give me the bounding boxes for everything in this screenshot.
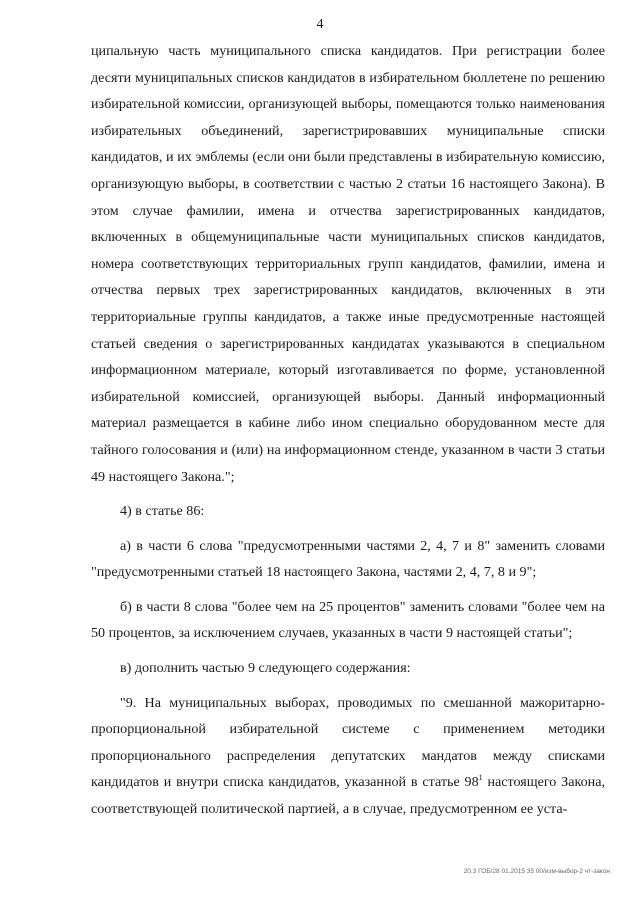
paragraph-part-9 (91, 690, 605, 823)
paragraph-continuation: ципальную часть муниципального списка кандидатов. При регистрации более десяти муниципальных списков кандидатов в избирательном бюллетене по решению избирательной комиссии, организующей выборы, помещаются только наименования избирательных объединений, зарегистрировавших муниципальные списки кандидатов, и их эмблемы (если они были представлены в избирательную комиссию, организующую выборы, в соответствии с частью 2 статьи 16 настоящего Закона). В этом случае фамилии, имена и отчества зарегистрированных кандидатов, включенных в общемуниципальные части муниципальных списков кандидатов, номера соответствующих территориальных групп кандидатов, фамилии, имена и отчества первых трех зарегистрированных кандидатов, включенных в эти территориальные группы кандидатов, а также иные предусмотренные настоящей статьей сведения о зарегистрированных кандидатах указываются в специальном информационном материале, который изготавливается по форме, установленной избирательной комиссией, организующей выборы. Данный информационный материал размещается в кабине либо ином специально оборудованном месте для тайного голосования и (или) на информационном стенде, указанном в части 3 статьи 49 настоящего Закона."; (91, 43, 605, 485)
paragraph-item-4: 4) в статье 86: (120, 503, 205, 520)
page-number: 4 (316, 17, 324, 32)
part-9-text-after: настоящего Закона, соответствующей политической партией, а в случае, предусмотренном ее уста- (91, 774, 605, 818)
article-superscript: 1 (478, 773, 483, 783)
footer-document-code: 20.3 ГОБ/28 01.2015 35 00/изм-выбор-2 чт-закон (463, 868, 610, 875)
paragraph-subitem-b: б) в части 8 слова "более чем на 25 процентов" заменить словами "более чем на 50 процентов, за исключением случаев, указанных в части 9 настоящей статьи"; (91, 598, 605, 642)
paragraph-subitem-v: в) дополнить частью 9 следующего содержания: (120, 660, 411, 677)
part-9-text-before: "9. На муниципальных выборах, проводимых по смешанной мажоритарно-пропорциональной избирательной системе с применением методики пропорционального распределения депутатских мандатов между списками кандидатов и внутри списка кандидатов, указанной в статье 98 (91, 694, 605, 791)
document-body (91, 38, 605, 823)
paragraph-subitem-a: а) в части 6 слова "предусмотренными частями 2, 4, 7 и 8" заменить словами "предусмотренными статьей 18 настоящего Закона, частями 2, 4, 7, 8 и 9"; (91, 537, 605, 581)
